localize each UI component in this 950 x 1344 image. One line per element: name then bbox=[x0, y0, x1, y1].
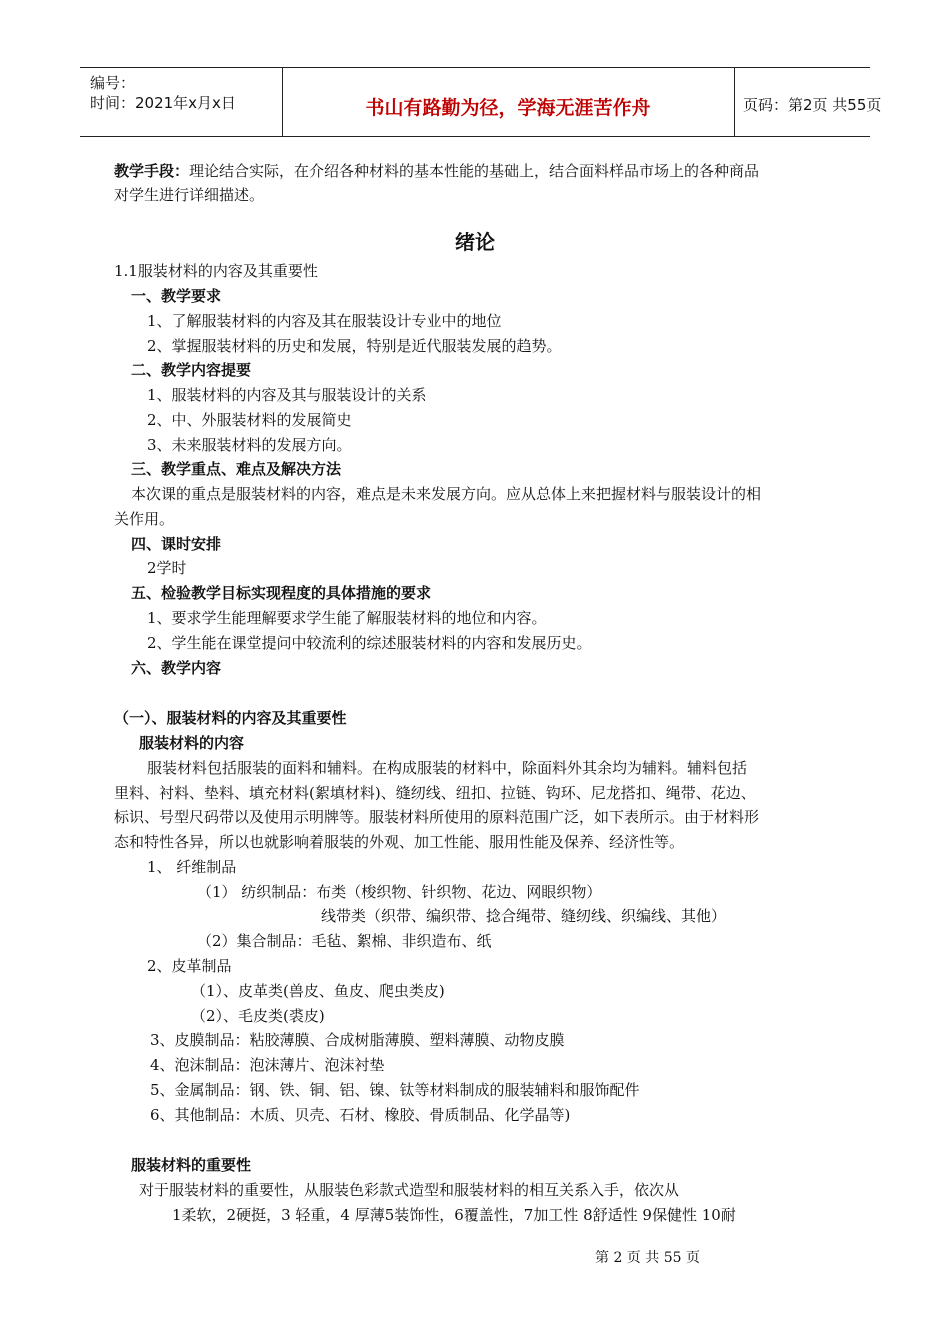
heading-content-outline: 二、教学内容提要 bbox=[131, 361, 252, 379]
heading-teaching-requirements: 一、教学要求 bbox=[131, 287, 222, 305]
teaching-method-text: 理论结合实际，在介绍各种材料的基本性能的基础上，结合面料样品市场上的各种商品 bbox=[189, 162, 760, 180]
list-item-leather: 2、皮革制品 bbox=[147, 957, 232, 975]
header-meta-cell bbox=[80, 68, 283, 136]
header-motto: 书山有路勤为径，学海无涯苦作舟 bbox=[365, 97, 651, 119]
page-footer: 第 2 页 共 55 页 bbox=[595, 1250, 700, 1266]
list-item-leather-hide: （1）、皮革类(兽皮、鱼皮、爬虫类皮) bbox=[191, 982, 445, 1000]
class-hours-text: 2学时 bbox=[147, 559, 187, 577]
chapter-title: 绪论 bbox=[455, 230, 495, 254]
header-page-cell bbox=[735, 68, 882, 136]
list-item-metal: 5、金属制品：钢、铁、铜、铝、镍、钛等材料制成的服装辅料和服饰配件 bbox=[150, 1081, 640, 1099]
list-item-fiber-textile: （1） 纺织制品：布类（梭织物、针织物、花边、网眼织物） bbox=[197, 883, 602, 901]
heading-assessment: 五、检验教学目标实现程度的具体措施的要求 bbox=[131, 584, 432, 602]
document-number-label: 编号： bbox=[90, 74, 136, 92]
header-page-info: 页码：第2页 共55页 bbox=[743, 96, 882, 114]
header-motto-cell bbox=[282, 68, 735, 136]
document-date-label: 时间：2021年x月x日 bbox=[90, 94, 236, 112]
outline-item: 3、未来服装材料的发展方向。 bbox=[147, 436, 352, 454]
list-item-fiber-thread: 线带类（织带、编织带、捻合绳带、缝纫线、织编线、其他） bbox=[321, 907, 727, 925]
subsection-subheading: 服装材料的内容 bbox=[139, 734, 245, 752]
importance-heading: 服装材料的重要性 bbox=[131, 1156, 252, 1174]
teaching-method-text-2: 对学生进行详细描述。 bbox=[114, 186, 265, 204]
outline-item: 2、中、外服装材料的发展简史 bbox=[147, 411, 352, 429]
list-item-fiber-aggregate: （2）集合制品：毛毡、絮棉、非织造布、纸 bbox=[197, 932, 492, 950]
heading-teaching-content: 六、教学内容 bbox=[131, 659, 222, 677]
section-heading: 1.1服装材料的内容及其重要性 bbox=[114, 262, 318, 280]
importance-text-2: 1柔软，2硬挺，3 轻重，4 厚薄5装饰性，6覆盖性，7加工性 8舒适性 9保健性 10耐 bbox=[172, 1206, 736, 1224]
requirement-item: 1、了解服装材料的内容及其在服装设计专业中的地位 bbox=[147, 312, 502, 330]
list-item-other: 6、其他制品：木质、贝壳、石材、橡胶、骨质制品、化学晶等) bbox=[150, 1106, 571, 1124]
paragraph-line: 标识、号型尺码带以及使用示明牌等。服装材料所使用的原料范围广泛，如下表所示。由于材料形 bbox=[114, 808, 760, 826]
page-header bbox=[80, 67, 882, 137]
teaching-method-line bbox=[114, 161, 759, 181]
paragraph-line: 服装材料包括服装的面料和辅料。在构成服装的材料中，除面料外其余均为辅料。辅料包括 bbox=[147, 759, 748, 777]
list-item-foam: 4、泡沫制品：泡沫薄片、泡沫衬垫 bbox=[150, 1056, 385, 1074]
heading-key-points: 三、教学重点、难点及解决方法 bbox=[131, 460, 342, 478]
outline-item: 1、服装材料的内容及其与服装设计的关系 bbox=[147, 386, 427, 404]
requirement-item: 2、掌握服装材料的历史和发展，特别是近代服装发展的趋势。 bbox=[147, 337, 562, 355]
paragraph-line: 态和特性各异，所以也就影响着服装的外观、加工性能、服用性能及保养、经济性等。 bbox=[114, 833, 685, 851]
list-item-leather-fur: （2）、毛皮类(裘皮) bbox=[191, 1007, 325, 1025]
list-item-fiber: 1、 纤维制品 bbox=[147, 858, 237, 876]
assessment-item: 1、要求学生能理解要求学生能了解服装材料的地位和内容。 bbox=[147, 609, 547, 627]
key-points-text-2: 关作用。 bbox=[114, 510, 175, 528]
paragraph-line: 里料、衬料、垫料、填充材料(絮填材料)、缝纫线、纽扣、拉链、钩环、尼龙搭扣、绳带、花边、 bbox=[114, 784, 756, 802]
key-points-text: 本次课的重点是服装材料的内容，难点是未来发展方向。应从总体上来把握材料与服装设计的相 bbox=[131, 485, 762, 503]
teaching-method-label: 教学手段： bbox=[114, 162, 190, 180]
list-item-film: 3、皮膜制品：粘胶薄膜、合成树脂薄膜、塑料薄膜、动物皮膜 bbox=[150, 1031, 565, 1049]
heading-class-hours: 四、课时安排 bbox=[131, 535, 222, 553]
importance-text: 对于服装材料的重要性，从服装色彩款式造型和服装材料的相互关系入手，依次从 bbox=[139, 1181, 680, 1199]
assessment-item: 2、学生能在课堂提问中较流利的综述服装材料的内容和发展历史。 bbox=[147, 634, 592, 652]
subsection-heading: （一）、服装材料的内容及其重要性 bbox=[114, 709, 347, 727]
